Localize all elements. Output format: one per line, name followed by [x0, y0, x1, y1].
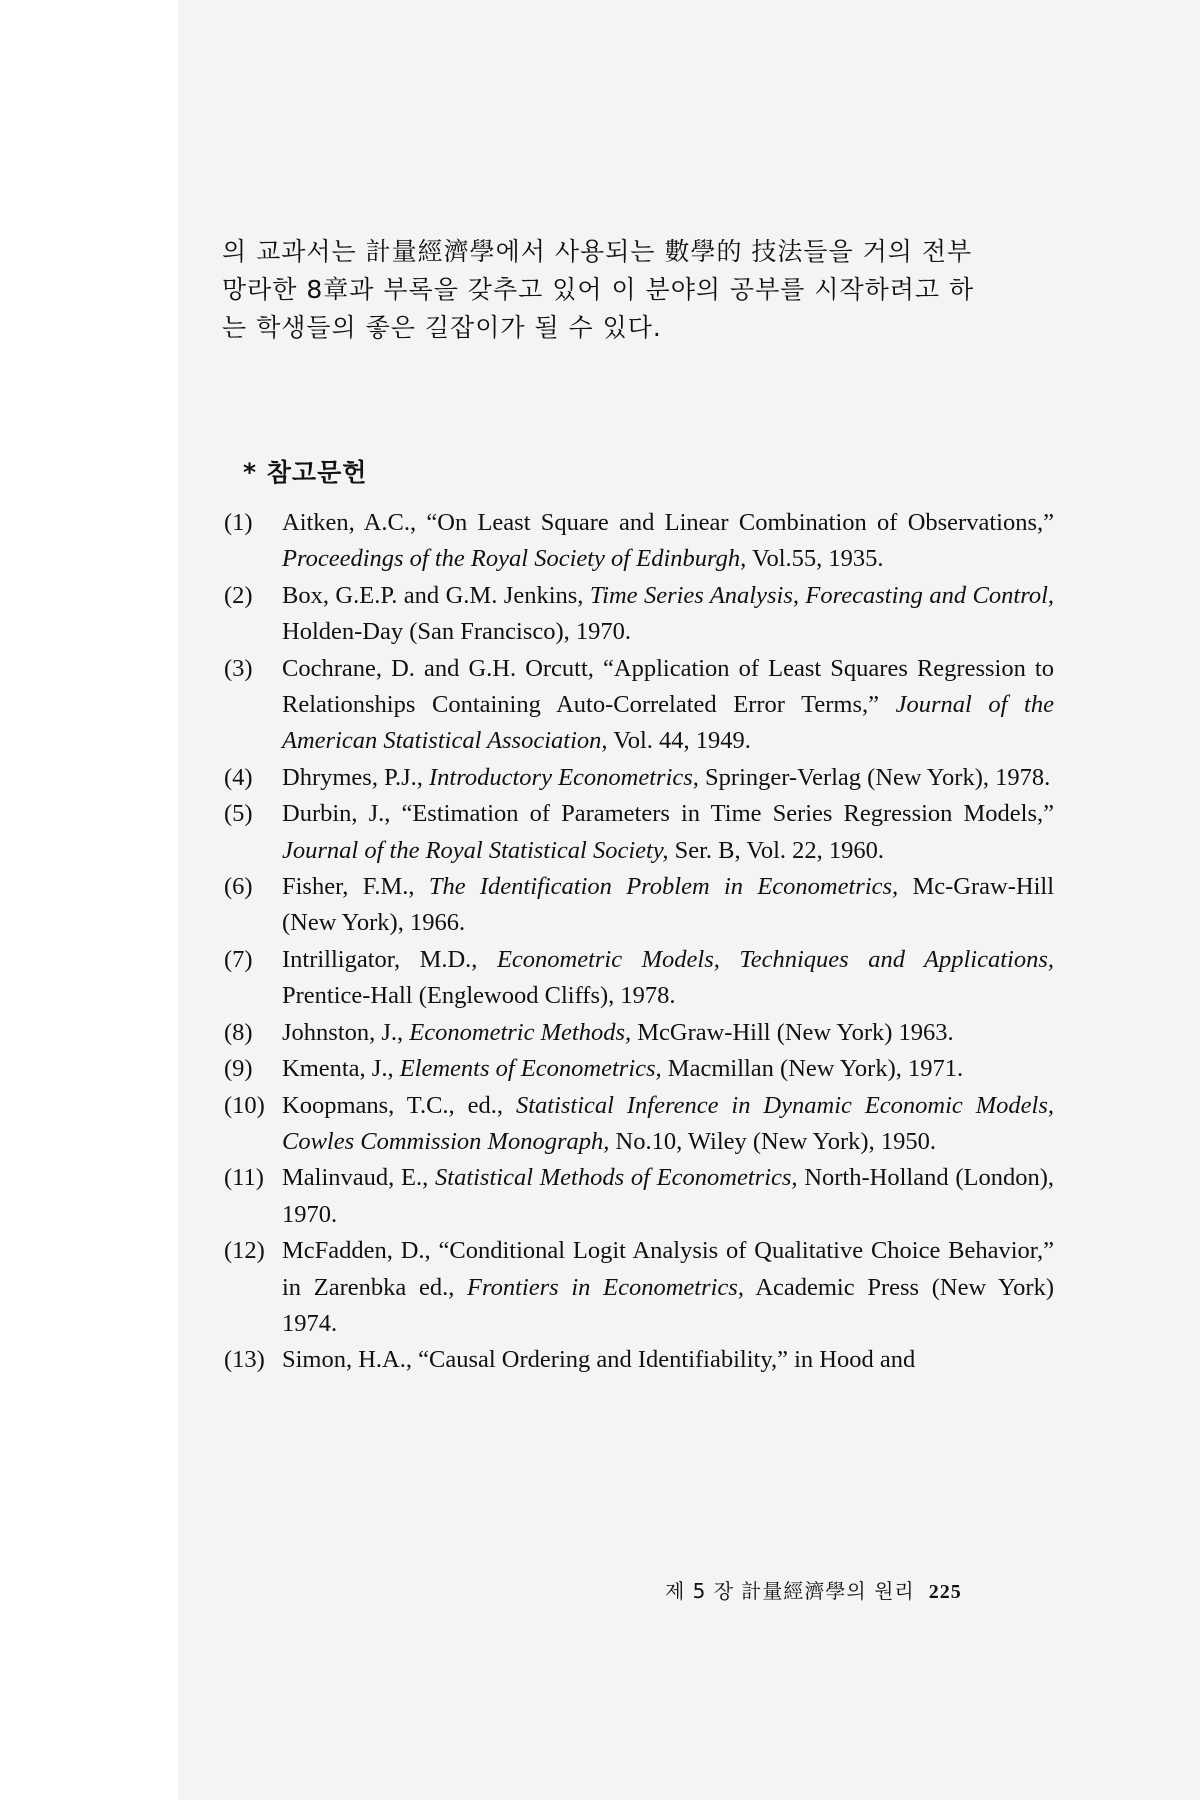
- reference-text: [282, 873, 1054, 936]
- reference-segment: Springer-Verlag (New York), 1978.: [698, 763, 1051, 791]
- reference-item: [224, 1051, 1054, 1087]
- reference-number: (6): [224, 873, 253, 901]
- reference-item: [224, 942, 1054, 1015]
- reference-number: (1): [224, 509, 253, 536]
- reference-text: [282, 509, 1054, 572]
- reference-segment: Holden-Day (San Francisco), 1970.: [282, 618, 632, 646]
- reference-item: [224, 796, 1054, 869]
- reference-item: [224, 1342, 1054, 1378]
- reference-item: [224, 651, 1054, 760]
- reference-title: Time Series Analysis, Forecasting and Control,: [589, 581, 1054, 609]
- reference-segment: Dhrymes, P.J.,: [282, 763, 430, 791]
- reference-text: [282, 800, 1054, 863]
- reference-title: Frontiers in Econometrics,: [467, 1273, 744, 1301]
- reference-text: [282, 1019, 954, 1046]
- reference-title: Journal of the Royal Statistical Society,: [282, 836, 669, 864]
- reference-text: [282, 764, 1050, 791]
- reference-number: (11): [224, 1164, 264, 1192]
- page-footer: [665, 1575, 962, 1604]
- reference-number: (2): [224, 581, 253, 609]
- reference-segment: Macmillan (New York), 1971.: [661, 1055, 964, 1083]
- reference-number: (8): [224, 1018, 253, 1046]
- reference-item: [224, 869, 1054, 942]
- reference-text: [282, 1092, 1054, 1155]
- reference-segment: McFadden, D., “Conditional Logit Analysis of Qualitative Choice Behavior,” in Zarenbka ed.,: [282, 1237, 1054, 1301]
- reference-item: [224, 1160, 1054, 1233]
- reference-item: [224, 1088, 1054, 1161]
- reference-item: [224, 1015, 1054, 1051]
- reference-text: [282, 1055, 963, 1082]
- reference-text: [282, 582, 1054, 645]
- reference-segment: Malinvaud, E.,: [282, 1164, 436, 1192]
- reference-segment: Kmenta, J.,: [282, 1055, 400, 1083]
- reference-number: (12): [224, 1237, 265, 1265]
- reference-segment: Intrilligator, M.D.,: [282, 945, 497, 973]
- reference-title: Journal of the American Statistical Association,: [282, 691, 1054, 755]
- reference-text: [282, 1237, 1054, 1337]
- reference-segment: Ser. B, Vol. 22, 1960.: [668, 836, 885, 864]
- reference-number: (4): [224, 763, 253, 791]
- reference-segment: Johnston, J.,: [282, 1018, 410, 1046]
- reference-number: (7): [224, 945, 253, 973]
- chapter-title: 제 5 장 計量經濟學의 원리: [665, 1579, 915, 1603]
- reference-text: [282, 655, 1054, 755]
- reference-item: [224, 1233, 1054, 1342]
- reference-segment: Prentice-Hall (Englewood Cliffs), 1978.: [282, 982, 676, 1010]
- reference-number: (9): [224, 1055, 253, 1083]
- reference-item: [224, 760, 1054, 796]
- reference-segment: Durbin, J., “Estimation of Parameters in Time Series Regression Models,”: [282, 800, 1054, 828]
- reference-segment: Fisher, F.M.,: [282, 873, 429, 901]
- reference-segment: North-Holland (London), 1970.: [282, 1164, 1054, 1228]
- reference-segment: Cochrane, D. and G.H. Orcutt, “Application of Least Squares Regression to Relationships Containing Auto-Correlated Error Terms,”: [282, 654, 1054, 719]
- reference-segment: Academic Press (New York) 1974.: [282, 1273, 1055, 1337]
- reference-segment: No.10, Wiley (New York), 1950.: [609, 1127, 936, 1155]
- reference-title: Statistical Inference in Dynamic Economic Models, Cowles Commission Monograph,: [282, 1091, 1054, 1155]
- reference-segment: Koopmans, T.C., ed.,: [282, 1091, 516, 1119]
- reference-segment: Vol. 44, 1949.: [607, 727, 751, 755]
- reference-segment: Aitken, A.C., “On Least Square and Linear Combination of Observations,”: [282, 509, 1054, 536]
- reference-number: (3): [224, 654, 253, 682]
- reference-item: [224, 505, 1054, 578]
- reference-segment: Mc-Graw-Hill (New York), 1966.: [282, 873, 1055, 937]
- reference-title: Econometric Models, Techniques and Applications,: [496, 945, 1054, 973]
- intro-paragraph: [222, 233, 1042, 347]
- reference-segment: Simon, H.A., “Causal Ordering and Identifiability,” in Hood and: [282, 1346, 916, 1374]
- reference-title: Introductory Econometrics,: [429, 763, 699, 791]
- reference-segment: Vol.55, 1935.: [746, 545, 884, 573]
- reference-title: Econometric Methods,: [409, 1018, 632, 1046]
- reference-segment: McGraw-Hill (New York) 1963.: [631, 1018, 954, 1046]
- reference-number: (5): [224, 800, 253, 828]
- reference-title: Statistical Methods of Econometrics,: [435, 1164, 798, 1192]
- reference-item: [224, 578, 1054, 651]
- intro-line: 는 학생들의 좋은 길잡이가 될 수 있다.: [222, 313, 662, 342]
- page-number: 225: [928, 1581, 962, 1603]
- reference-segment: Box, G.E.P. and G.M. Jenkins,: [282, 581, 590, 609]
- reference-title: Elements of Econometrics,: [399, 1055, 662, 1083]
- intro-line: 의 교과서는 計量經濟學에서 사용되는 數學的 技法들을 거의 전부: [222, 237, 973, 266]
- reference-number: (10): [224, 1091, 265, 1119]
- reference-title: The Identification Problem in Econometrics,: [428, 873, 899, 901]
- reference-text: [282, 1346, 915, 1373]
- reference-title: Proceedings of the Royal Society of Edinburgh,: [282, 545, 747, 573]
- reference-text: [282, 946, 1054, 1009]
- references-list: [224, 505, 1054, 1379]
- intro-line: 망라한 8章과 부록을 갖추고 있어 이 분야의 공부를 시작하려고 하: [222, 275, 975, 304]
- references-heading: * 참고문헌: [243, 458, 368, 487]
- reference-number: (13): [224, 1346, 265, 1374]
- reference-text: [282, 1164, 1054, 1227]
